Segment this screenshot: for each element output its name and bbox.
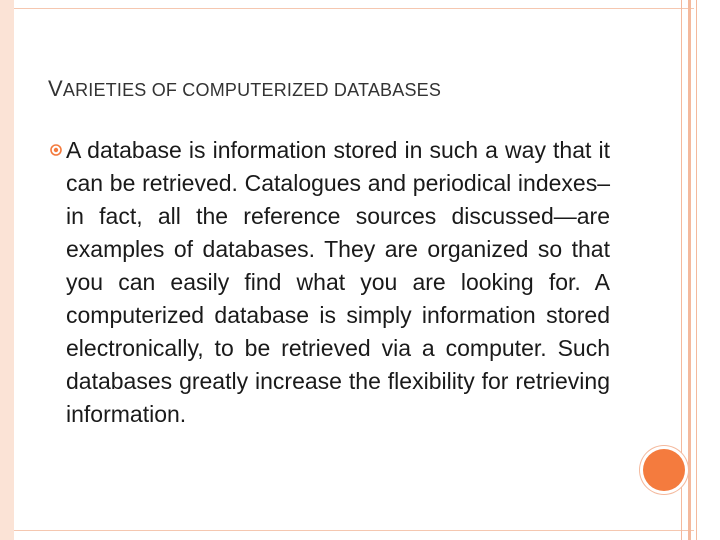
right-frame-line (688, 0, 691, 540)
circle-bullet-icon (50, 144, 62, 156)
slide-title-rest: ARIETIES OF COMPUTERIZED DATABASES (62, 80, 442, 100)
slide-title-initial: V (48, 76, 63, 101)
bullet-item (50, 134, 610, 431)
bullet-text: A database is information stored in such a way that it can be retrieved. Catalogues and periodical indexes– in fact, all the reference sources discussed—are examples of databases. They are organized so that you can easily find what you are looking for. A computerized database is simply information stored electronically, to be retrieved via a computer. Such databases greatly increase the flexibility for retrieving information. (66, 137, 610, 427)
decorative-circle (643, 449, 685, 491)
top-frame-line (14, 8, 694, 9)
right-frame-line (696, 0, 697, 540)
slide-title (48, 76, 441, 102)
left-border-band (0, 0, 14, 540)
bottom-frame-line (14, 530, 694, 531)
